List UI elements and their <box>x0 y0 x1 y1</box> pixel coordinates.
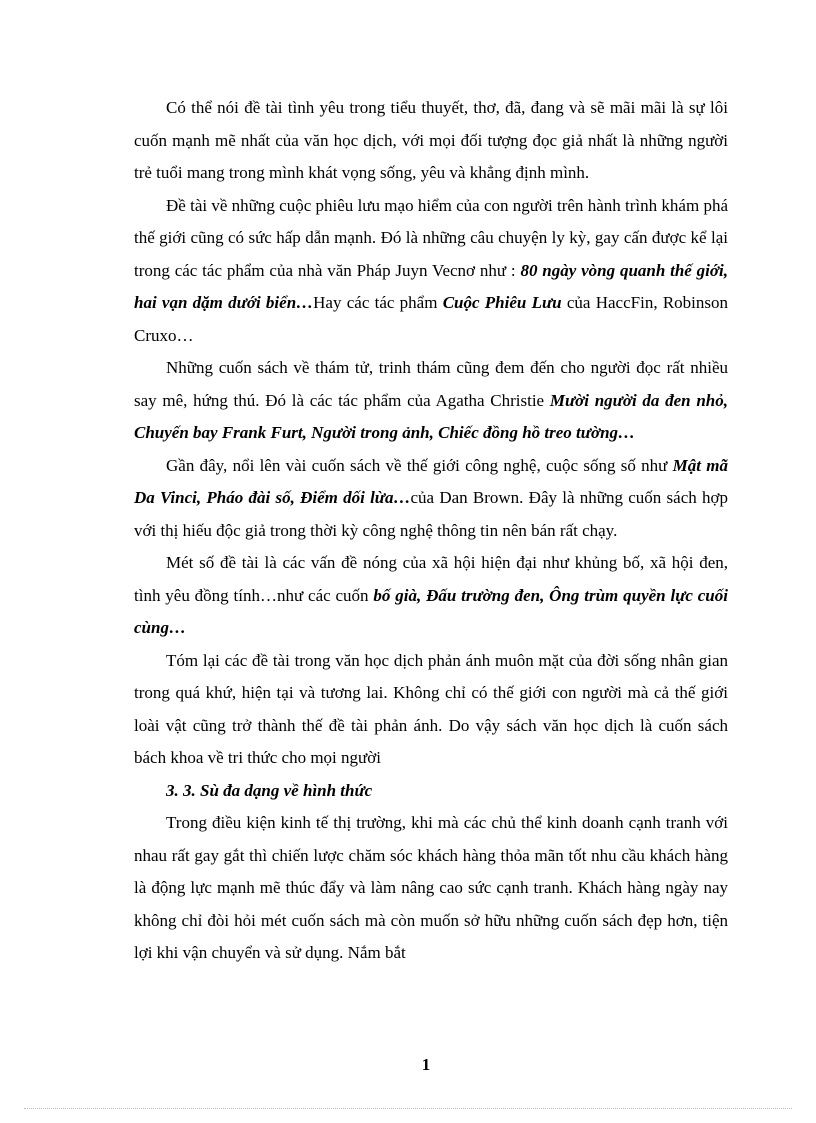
paragraph-text: Mét số đề tài là các vấn đề nóng của xã hội hiện đại như khủng bố, xã hội đen, tình yêu đồng tính…như các cuốn <box>134 553 728 605</box>
paragraph-adventure-theme <box>134 190 728 353</box>
book-titles: bố già, Đấu trường đen, Ông trùm quyền lực cuối cùng… <box>134 585 728 637</box>
paragraph-technology-theme <box>134 450 728 548</box>
paragraph-text: Hay các tác phẩm <box>313 293 443 312</box>
paragraph-form-diversity: Trong điều kiện kinh tế thị trường, khi mà các chủ thể kinh doanh cạnh tranh với nhau rất gay gắt thì chiến lược chăm sóc khách hàng thỏa mãn tốt nhu cầu khách hàng là động lực mạnh mẽ thúc đẩy và làm nâng cao sức cạnh tranh. Khách hàng ngày nay không chỉ đòi hỏi mét cuốn sách mà còn muốn sở hữu những cuốn sách đẹp hơn, tiện lợi khi vận chuyển và sử dụng. Nắm bắt <box>134 813 728 962</box>
book-title: Cuộc Phiêu Lưu <box>442 293 562 312</box>
page-bottom-divider <box>24 1108 792 1109</box>
book-titles: Mười người da đen nhỏ, Chuyến bay Frank Furt, Người trong ảnh, Chiếc đồng hồ treo tường… <box>134 390 728 442</box>
paragraph-text: của Dan Brown. Đây là những cuốn sách hợp với thị hiếu độc giả trong thời kỳ công nghệ thông tin nên bán rất chạy. <box>134 488 728 540</box>
page-number: 1 <box>421 1055 431 1074</box>
paragraph-summary <box>134 645 728 775</box>
paragraph-text: của HaccFin, Robinson Cruxo… <box>134 293 728 345</box>
paragraph-love-theme <box>134 92 728 190</box>
paragraph-text: Gần đây, nổi lên vài cuốn sách về thế giới công nghệ, cuộc sống số như <box>166 455 673 475</box>
body-text <box>134 92 728 970</box>
paragraph-text: Có thể nói đề tài tình yêu trong tiểu thuyết, thơ, đã, đang và sẽ mãi mãi là sự lôi cuốn mạnh mẽ nhất của văn học dịch, với mọi đối tượng đọc giả nhất là những người trẻ tuổi mang trong mình khát vọng sống, yêu và khẳng định mình. <box>134 98 728 182</box>
book-titles: Mật mã Da Vinci, Pháo đài số, Điểm dối lừa… <box>134 455 728 507</box>
paragraph-text: Những cuốn sách về thám tử, trinh thám cũng đem đến cho người đọc rất nhiều say mê, hứng thú. Đó là các tác phẩm của Agatha Christie <box>134 358 728 410</box>
paragraph-text: Tóm lại các đề tài trong văn học dịch phản ánh muôn mặt của đời sống nhân gian trong quá khứ, hiện tại và tương lai. Không chỉ có thế giới con người mà cả thế giới loài vật cũng trở thành thế đề tài phản ánh. Do vậy sách văn học dịch là cuốn sách bách khoa về tri thức cho mọi người <box>134 650 728 767</box>
paragraph-social-theme <box>134 547 728 645</box>
book-titles: 80 ngày vòng quanh thế giới, hai vạn dặm dưới biển… <box>134 260 728 312</box>
paragraph-text: Đề tài về những cuộc phiêu lưu mạo hiểm của con người trên hành trình khám phá thế giới cũng có sức hấp dẫn mạnh. Đó là những câu chuyện ly kỳ, gay cấn được kể lại trong các tác phẩm của nhà văn Pháp Juyn Vecnơ như : <box>134 195 728 280</box>
paragraph-detective-theme <box>134 352 728 450</box>
section-heading: 3. 3. Sù đa dạng về hình thức <box>166 780 373 800</box>
